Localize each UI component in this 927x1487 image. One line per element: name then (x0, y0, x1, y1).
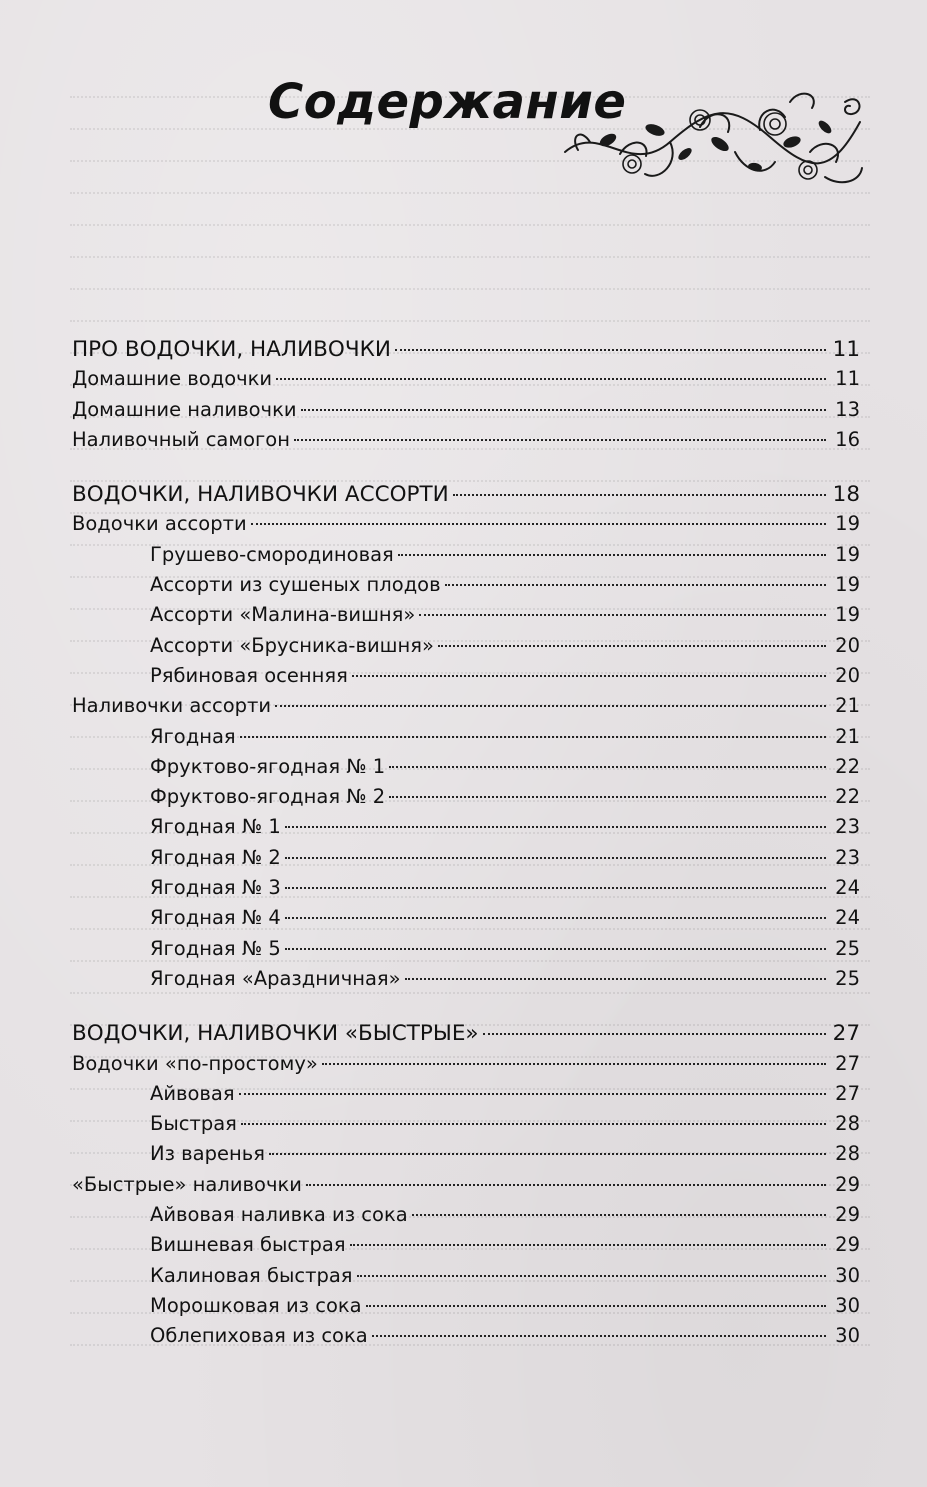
dot-leader (285, 917, 826, 919)
toc-page-number: 30 (835, 1293, 860, 1317)
toc-subentry-row[interactable] (72, 846, 860, 876)
toc-entry-label: ВОДОЧКИ, НАЛИВОЧКИ «БЫСТРЫЕ» (72, 1021, 479, 1047)
toc-subentry-row[interactable] (72, 1294, 860, 1324)
toc-entry-label: Водочки ассорти (72, 512, 247, 536)
toc-entry-label: Калиновая быстрая (150, 1263, 353, 1287)
toc-page-number: 25 (835, 966, 860, 990)
page-title: Содержание (268, 74, 627, 130)
toc-page-number: 13 (835, 397, 860, 421)
toc-page-number: 20 (835, 663, 860, 687)
toc-entry-row[interactable] (72, 1173, 860, 1203)
toc-entry-row[interactable] (72, 694, 860, 724)
toc-entry-row[interactable] (72, 428, 860, 458)
dot-leader (453, 494, 826, 496)
toc-entry-label: Из варенья (150, 1142, 265, 1166)
table-of-contents (72, 337, 860, 1355)
dot-leader (322, 1063, 826, 1065)
toc-section-row[interactable] (72, 482, 860, 512)
dot-leader (306, 1184, 826, 1186)
toc-subentry-row[interactable] (72, 937, 860, 967)
toc-entry-row[interactable] (72, 512, 860, 542)
toc-subentry-row[interactable] (72, 785, 860, 815)
dot-leader (366, 1305, 826, 1307)
dot-leader (276, 378, 826, 380)
toc-page-number: 22 (835, 754, 860, 778)
toc-entry-label: Морошковая из сока (150, 1293, 362, 1317)
dot-leader (350, 1244, 826, 1246)
toc-page-number: 28 (835, 1142, 860, 1166)
toc-page-number: 24 (835, 906, 860, 930)
toc-subentry-row[interactable] (72, 1082, 860, 1112)
dot-leader (419, 614, 826, 616)
toc-page-number: 19 (835, 542, 860, 566)
dot-leader (389, 766, 826, 768)
toc-subentry-row[interactable] (72, 815, 860, 845)
dot-leader (438, 645, 826, 647)
toc-subentry-row[interactable] (72, 1142, 860, 1172)
toc-entry-label: «Быстрые» наливочки (72, 1172, 302, 1196)
toc-entry-label: Ассорти «Малина-вишня» (150, 603, 416, 627)
toc-subentry-row[interactable] (72, 543, 860, 573)
toc-entry-row[interactable] (72, 398, 860, 428)
toc-page-number: 24 (835, 876, 860, 900)
toc-page-number: 23 (835, 815, 860, 839)
toc-section-row[interactable] (72, 337, 860, 367)
toc-subentry-row[interactable] (72, 573, 860, 603)
dot-leader (239, 1093, 826, 1095)
dot-leader (445, 584, 826, 586)
toc-entry-label: Грушево-смородиновая (150, 542, 394, 566)
toc-page-number: 18 (832, 482, 860, 508)
toc-subentry-row[interactable] (72, 906, 860, 936)
toc-subentry-row[interactable] (72, 1112, 860, 1142)
toc-entry-label: Айвовая наливка из сока (150, 1203, 408, 1227)
toc-entry-label: Фруктово-ягодная № 1 (150, 754, 386, 778)
toc-page-number: 27 (832, 1021, 860, 1047)
toc-page-number: 11 (832, 337, 860, 362)
dot-leader (285, 887, 826, 889)
toc-page-number: 19 (835, 573, 860, 597)
toc-entry-label: Наливочный самогон (72, 427, 290, 451)
toc-entry-label: Наливочки ассорти (72, 694, 272, 718)
toc-entry-label: Айвовая (150, 1081, 235, 1105)
toc-page-number: 23 (835, 845, 860, 869)
toc-subentry-row[interactable] (72, 1233, 860, 1263)
dot-leader (285, 826, 826, 828)
dot-leader (240, 736, 826, 738)
toc-subentry-row[interactable] (72, 1264, 860, 1294)
toc-page-number: 21 (835, 694, 860, 718)
floral-vine-ornament-icon (560, 82, 870, 200)
toc-entry-label: ВОДОЧКИ, НАЛИВОЧКИ АССОРТИ (72, 482, 449, 508)
dot-leader (352, 675, 826, 677)
toc-section-row[interactable] (72, 1021, 860, 1051)
toc-entry-label: Ассорти из сушеных плодов (150, 573, 441, 597)
toc-page-number: 22 (835, 785, 860, 809)
toc-page-number: 30 (835, 1263, 860, 1287)
toc-page-number: 19 (835, 512, 860, 536)
dot-leader (483, 1033, 826, 1035)
toc-entry-label: Домашние водочки (72, 367, 273, 391)
toc-entry-label: Ягодная № 3 (150, 876, 281, 900)
toc-entry-row[interactable] (72, 1052, 860, 1082)
dot-leader (301, 409, 826, 411)
dot-leader (294, 439, 826, 441)
toc-entry-label: Облепиховая из сока (150, 1324, 368, 1348)
toc-page-number: 25 (835, 936, 860, 960)
toc-subentry-row[interactable] (72, 755, 860, 785)
toc-page-number: 30 (835, 1324, 860, 1348)
toc-entry-label: Ягодная «Араздничная» (150, 966, 401, 990)
toc-entry-label: Домашние наливочки (72, 397, 297, 421)
toc-subentry-row[interactable] (72, 664, 860, 694)
toc-entry-label: Ассорти «Брусника-вишня» (150, 633, 434, 657)
toc-page-number: 11 (835, 367, 860, 391)
toc-entry-label: Фруктово-ягодная № 2 (150, 785, 386, 809)
toc-subentry-row[interactable] (72, 725, 860, 755)
toc-subentry-row[interactable] (72, 876, 860, 906)
dot-leader (389, 796, 826, 798)
toc-entry-label: Ягодная (150, 724, 236, 748)
dot-leader (395, 349, 826, 351)
toc-page-number: 27 (835, 1081, 860, 1105)
toc-entry-label: Ягодная № 5 (150, 936, 281, 960)
dot-leader (412, 1214, 826, 1216)
toc-page-number: 27 (835, 1051, 860, 1075)
dot-leader (405, 978, 826, 980)
toc-page-number: 16 (835, 427, 860, 451)
toc-page-number: 28 (835, 1112, 860, 1136)
dot-leader (269, 1153, 826, 1155)
toc-entry-label: ПРО ВОДОЧКИ, НАЛИВОЧКИ (72, 337, 391, 362)
toc-entry-label: Ягодная № 4 (150, 906, 281, 930)
dot-leader (241, 1123, 826, 1125)
dot-leader (285, 948, 826, 950)
toc-entry-label: Быстрая (150, 1112, 237, 1136)
dot-leader (372, 1335, 826, 1337)
toc-page-number: 21 (835, 724, 860, 748)
toc-subentry-row[interactable] (72, 634, 860, 664)
toc-subentry-row[interactable] (72, 1203, 860, 1233)
toc-entry-label: Водочки «по-простому» (72, 1051, 318, 1075)
toc-page-number: 29 (835, 1233, 860, 1257)
toc-entry-label: Рябиновая осенняя (150, 663, 348, 687)
toc-page-number: 20 (835, 633, 860, 657)
toc-page-number: 29 (835, 1203, 860, 1227)
dot-leader (357, 1275, 826, 1277)
toc-entry-label: Ягодная № 1 (150, 815, 281, 839)
toc-subentry-row[interactable] (72, 603, 860, 633)
dot-leader (251, 523, 826, 525)
toc-subentry-row[interactable] (72, 967, 860, 997)
toc-entry-row[interactable] (72, 367, 860, 397)
dot-leader (285, 857, 826, 859)
dot-leader (398, 554, 826, 556)
toc-page-number: 19 (835, 603, 860, 627)
toc-entry-label: Вишневая быстрая (150, 1233, 346, 1257)
toc-entry-label: Ягодная № 2 (150, 845, 281, 869)
toc-subentry-row[interactable] (72, 1324, 860, 1354)
toc-page-number: 29 (835, 1172, 860, 1196)
dot-leader (275, 705, 826, 707)
